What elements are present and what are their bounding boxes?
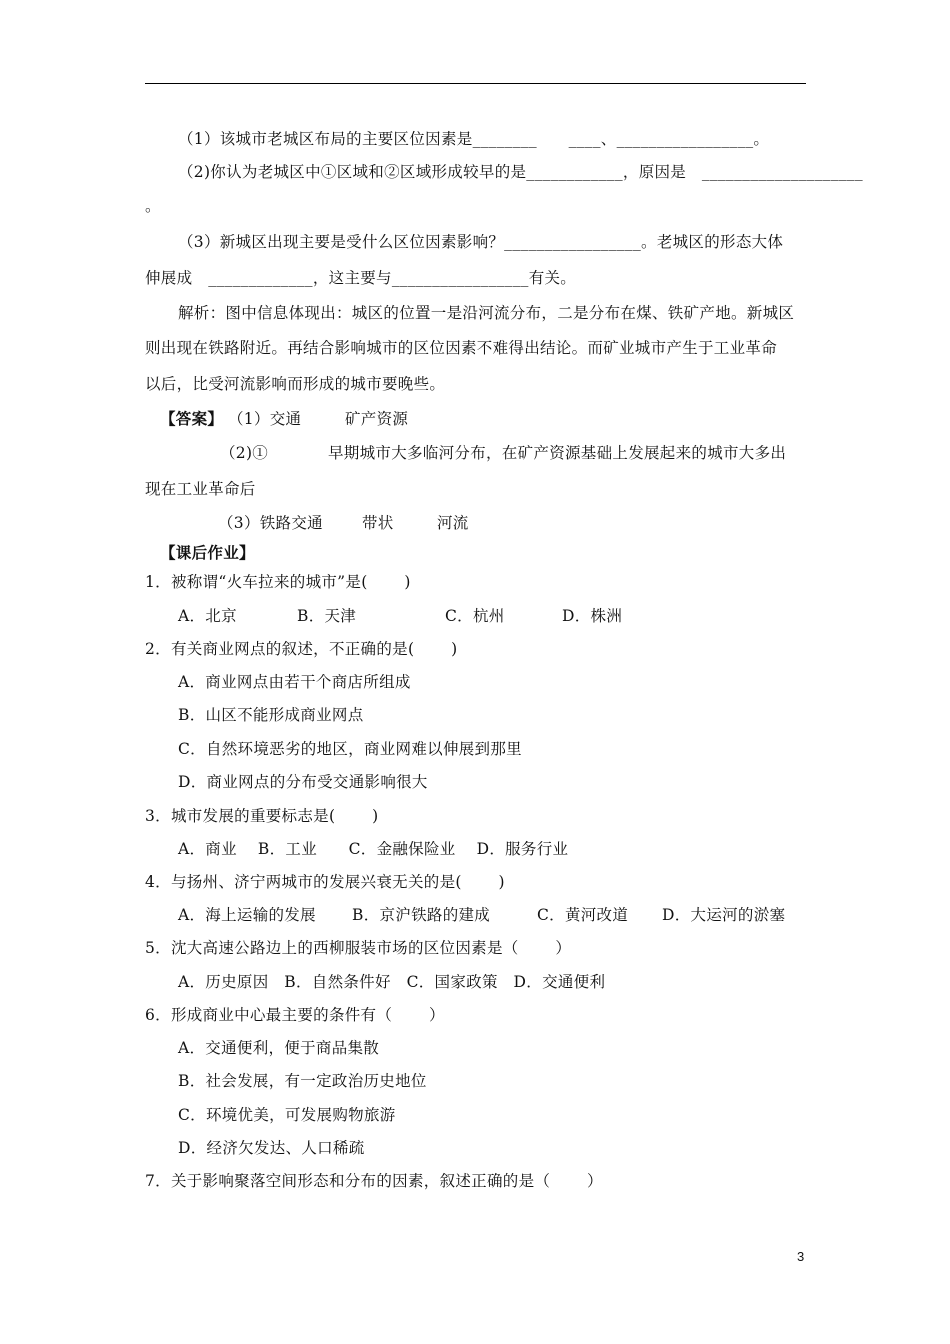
hw-1-option-a: A．北京 bbox=[178, 607, 237, 625]
explanation-line-3: 以后，比受河流影响而形成的城市要晚些。 bbox=[145, 375, 446, 393]
header-rule bbox=[145, 83, 806, 84]
hw-1-option-c: C．杭州 bbox=[445, 607, 505, 625]
question-3-line-1: （3）新城区出现主要是受什么区位因素影响？_________________。老城区的形态大体 bbox=[178, 233, 784, 251]
hw-2-option-c: C．自然环境恶劣的地区，商业网难以伸展到那里 bbox=[178, 740, 522, 758]
answer-3-b: 带状 bbox=[362, 514, 394, 532]
hw-1-option-d: D．株洲 bbox=[562, 607, 623, 625]
explanation-line-2: 则出现在铁路附近。再结合影响城市的区位因素不难得出结论。而矿业城市产生于工业革命 bbox=[145, 339, 778, 357]
hw-1-option-b: B．天津 bbox=[297, 607, 357, 625]
answer-label: 【答案】 bbox=[160, 409, 224, 428]
hw-question-1: 1．被称谓“火车拉来的城市”是( ) bbox=[145, 573, 411, 591]
hw-2-option-b: B．山区不能形成商业网点 bbox=[178, 706, 364, 724]
hw-4-option-b: B．京沪铁路的建成 bbox=[352, 906, 491, 924]
answer-2-b: 早期城市大多临河分布，在矿产资源基础上发展起来的城市大多出 bbox=[328, 444, 787, 462]
hw-6-option-c: C．环境优美，可发展购物旅游 bbox=[178, 1106, 396, 1124]
question-3-line-2: 伸展成 _____________，这主要与_________________有关。 bbox=[145, 269, 577, 287]
hw-6-option-a: A．交通便利，便于商品集散 bbox=[178, 1039, 380, 1057]
hw-question-6: 6．形成商业中心最主要的条件有（ ） bbox=[145, 1006, 445, 1024]
answer-3-a: （3）铁路交通 bbox=[218, 514, 323, 532]
hw-4-option-d: D．大运河的淤塞 bbox=[662, 906, 786, 924]
hw-2-option-d: D．商业网点的分布受交通影响很大 bbox=[178, 773, 428, 791]
hw-question-5: 5．沈大高速公路边上的西柳服装市场的区位因素是（ ） bbox=[145, 939, 572, 957]
answer-1-b: 矿产资源 bbox=[345, 410, 409, 428]
explanation-line-1: 解析：图中信息体现出：城区的位置一是沿河流分布，二是分布在煤、铁矿产地。新城区 bbox=[178, 304, 795, 322]
hw-2-option-a: A．商业网点由若干个商店所组成 bbox=[178, 673, 411, 691]
answer-3-c: 河流 bbox=[437, 514, 469, 532]
question-2: （2)你认为老城区中①区域和②区域形成较早的是____________，原因是 ____________________ bbox=[178, 163, 863, 181]
answer-1-a: （1）交通 bbox=[228, 410, 302, 428]
answer-2-c: 现在工业革命后 bbox=[145, 480, 256, 498]
hw-question-4: 4．与扬州、济宁两城市的发展兴衰无关的是( ) bbox=[145, 873, 505, 891]
homework-heading: 【课后作业】 bbox=[160, 543, 255, 562]
question-1: （1）该城市老城区布局的主要区位因素是________ ____、_________________。 bbox=[178, 130, 770, 148]
hw-question-3: 3．城市发展的重要标志是( ) bbox=[145, 807, 379, 825]
hw-4-option-a: A．海上运输的发展 bbox=[178, 906, 316, 924]
hw-question-2: 2．有关商业网点的叙述，不正确的是( ) bbox=[145, 640, 458, 658]
hw-question-7: 7．关于影响聚落空间形态和分布的因素，叙述正确的是（ ） bbox=[145, 1172, 603, 1190]
hw-6-option-d: D．经济欠发达、人口稀疏 bbox=[178, 1139, 365, 1157]
hw-4-option-c: C．黄河改道 bbox=[537, 906, 629, 924]
answer-2-a: （2)① bbox=[220, 444, 269, 462]
hw-3-options: A．商业 B．工业 C．金融保险业 D．服务行业 bbox=[178, 840, 569, 858]
question-2-end: 。 bbox=[145, 197, 161, 215]
hw-6-option-b: B．社会发展，有一定政治历史地位 bbox=[178, 1072, 427, 1090]
page-number: 3 bbox=[797, 1249, 805, 1264]
hw-5-options: A．历史原因 B．自然条件好 C．国家政策 D．交通便利 bbox=[178, 973, 606, 991]
